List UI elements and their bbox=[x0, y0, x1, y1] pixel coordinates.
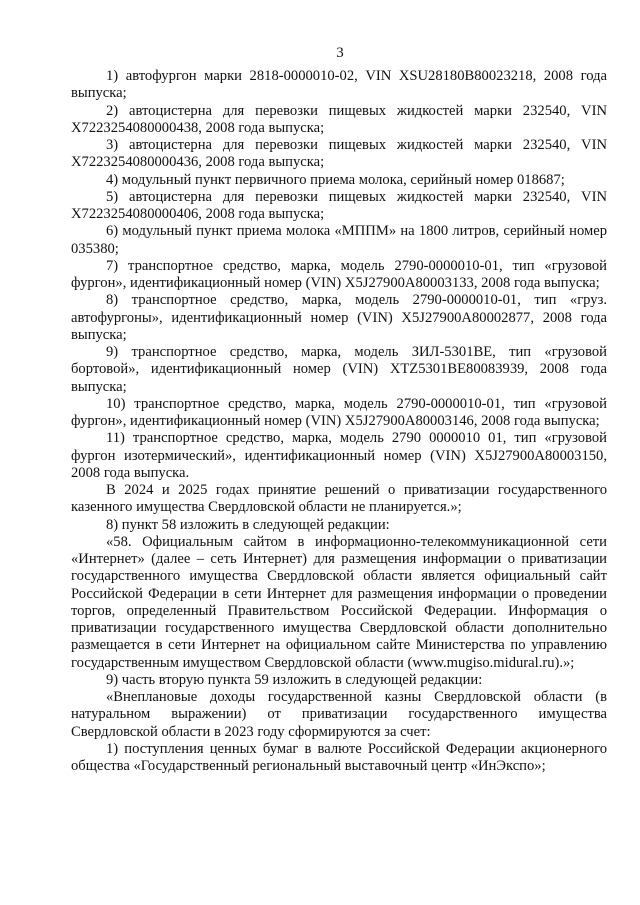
paragraph-item-10: 10) транспортное средство, марка, модель 2790-0000010-01, тип «грузовой фургон», идентификационный номер (VIN) X5J27900A80003146, 2008 года выпуска; bbox=[71, 395, 607, 429]
page-number: 3 bbox=[336, 45, 344, 61]
paragraph-item-8: 8) транспортное средство, марка, модель 2790-0000010-01, тип «груз. автофургоны», идентификационный номер (VIN) X5J27900A80002877, 2008 года выпуска; bbox=[71, 292, 607, 343]
paragraph-item-11: 11) транспортное средство, марка, модель 2790 0000010 01, тип «грузовой фургон изотермический», идентификационный номер (VIN) X5J27900A80003150, 2008 года выпуска. bbox=[71, 430, 607, 481]
paragraph-item-6: 6) модульный пункт приема молока «МППМ» на 1800 литров, серийный номер 035380; bbox=[71, 223, 607, 257]
clause-58-text: «58. Официальным сайтом в информационно-телекоммуникационной сети «Интернет» (далее – сеть Интернет) для размещения информации о приватизации государственного имущества Свердловской области является официальный сайт Российской Федерации в сети Интернет для размещения информации о проведении торгов, определенный Правительством Российской Федерации. Информация о приватизации государственного имущества Свердловской области дополнительно размещается в сети Интернет на официальном сайте Министерства по управлению государственным имуществом Свердловской области (www.mugiso.midural.ru).»; bbox=[71, 533, 607, 671]
document-body bbox=[71, 68, 607, 775]
clause-59-text: «Внеплановые доходы государственной казны Свердловской области (в натуральном выражении) от приватизации государственного имущества Свердловской области в 2023 году сформируются за счет: bbox=[71, 689, 607, 740]
paragraph-item-9: 9) транспортное средство, марка, модель ЗИЛ-5301ВЕ, тип «грузовой бортовой», идентификационный номер (VIN) XTZ5301BE80083939, 2008 года выпуска; bbox=[71, 344, 607, 395]
paragraph-item-4: 4) модульный пункт первичного приема молока, серийный номер 018687; bbox=[106, 171, 565, 188]
amendment-point-8: 8) пункт 58 изложить в следующей редакции: bbox=[106, 516, 390, 533]
paragraph-item-1: 1) автофургон марки 2818-0000010-02, VIN XSU28180B80023218, 2008 года выпуска; bbox=[71, 68, 607, 102]
paragraph-item-7: 7) транспортное средство, марка, модель 2790-0000010-01, тип «грузовой фургон», идентификационный номер (VIN) X5J27900A80003133, 2008 года выпуска; bbox=[71, 257, 607, 291]
privatization-plan-note: В 2024 и 2025 годах принятие решений о приватизации государственного казенного имущества Свердловской области не планируется.»; bbox=[71, 482, 607, 516]
paragraph-item-3: 3) автоцистерна для перевозки пищевых жидкостей марки 232540, VIN X7223254080000436, 2008 года выпуска; bbox=[71, 137, 607, 171]
paragraph-item-5: 5) автоцистерна для перевозки пищевых жидкостей марки 232540, VIN X7223254080000406, 2008 года выпуска; bbox=[71, 188, 607, 222]
paragraph-item-2: 2) автоцистерна для перевозки пищевых жидкостей марки 232540, VIN X7223254080000438, 2008 года выпуска; bbox=[71, 102, 607, 136]
amendment-point-9: 9) часть вторую пункта 59 изложить в следующей редакции: bbox=[106, 671, 483, 688]
clause-59-item-1: 1) поступления ценных бумаг в валюте Российской Федерации акционерного общества «Государственный региональный выставочный центр «ИнЭкспо»; bbox=[71, 740, 607, 774]
